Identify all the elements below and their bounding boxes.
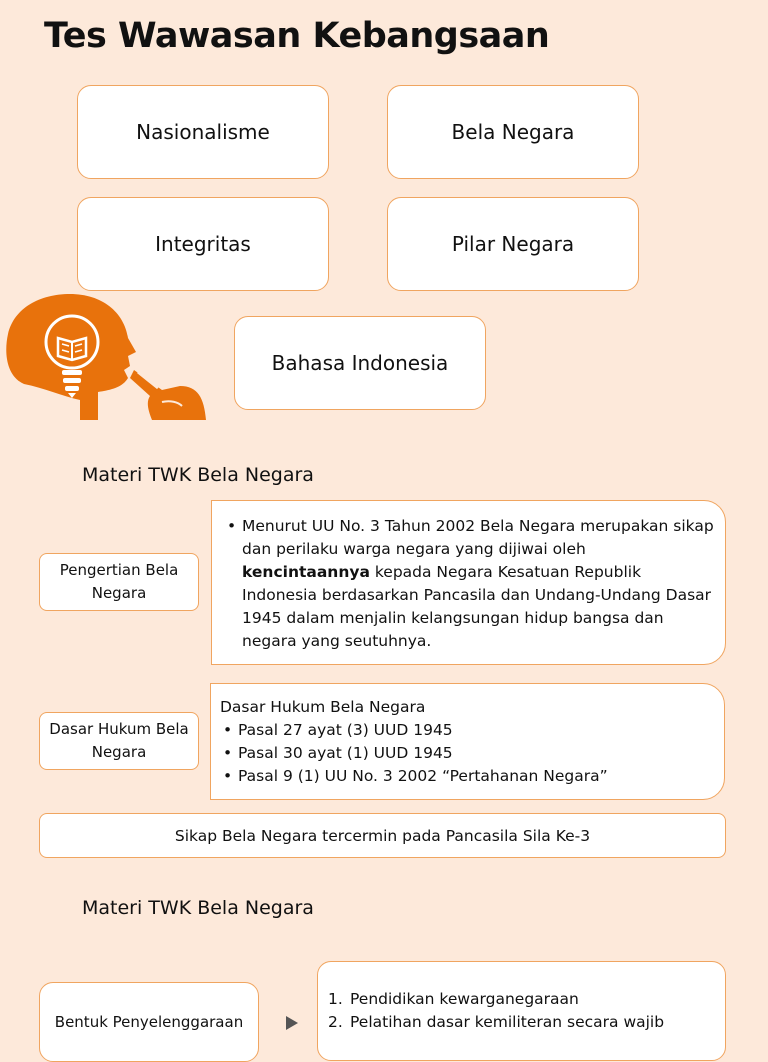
pengertian-text-after: kepada Negara Kesatuan Republik Indonesia berdasarkan Pancasila dan Undang-Undang Dasar 1945 dalam menjalin kelangsungan hidup bangsa dan negara yang seutuhnya. — [242, 563, 712, 650]
dasar-hukum-item: • Pasal 27 ayat (3) UUD 1945 — [220, 719, 714, 742]
pengertian-text — [224, 515, 715, 653]
page-title: Tes Wawasan Kebangsaan — [44, 16, 550, 56]
bentuk-box — [317, 961, 726, 1061]
section-title-1: Materi TWK Bela Negara — [82, 464, 314, 486]
topic-nasionalisme: Nasionalisme — [77, 85, 329, 179]
label-pengertian: Pengertian Bela Negara — [39, 553, 199, 611]
topic-pilar-negara: Pilar Negara — [387, 197, 639, 291]
bentuk-item — [318, 1011, 715, 1034]
dasar-hukum-item: • Pasal 9 (1) UU No. 3 2002 “Pertahanan Negara” — [220, 765, 714, 788]
bentuk-item-text: Pelatihan dasar kemiliteran secara wajib — [350, 1013, 665, 1031]
dasar-hukum-box — [210, 683, 725, 800]
sikap-box: Sikap Bela Negara tercermin pada Pancasila Sila Ke-3 — [39, 813, 726, 858]
topic-bahasa-indonesia: Bahasa Indonesia — [234, 316, 486, 410]
bentuk-item-number: 1. — [328, 990, 343, 1008]
label-bentuk: Bentuk Penyelenggaraan — [39, 982, 259, 1062]
topic-integritas: Integritas — [77, 197, 329, 291]
section-title-2: Materi TWK Bela Negara — [82, 897, 314, 919]
bentuk-item — [318, 988, 715, 1011]
bentuk-item-text: Pendidikan kewarganegaraan — [350, 990, 579, 1008]
pengertian-text-bold: kencintaannya — [242, 563, 370, 581]
dasar-hukum-heading: Dasar Hukum Bela Negara — [220, 698, 426, 716]
triangle-right-icon — [286, 1016, 298, 1030]
dasar-hukum-item: • Pasal 30 ayat (1) UUD 1945 — [220, 742, 714, 765]
topic-bela-negara: Bela Negara — [387, 85, 639, 179]
bentuk-item-number: 2. — [328, 1013, 343, 1031]
pengertian-text-before: Menurut UU No. 3 Tahun 2002 Bela Negara merupakan sikap dan perilaku warga negara yang dijiwai oleh — [242, 517, 714, 558]
label-dasar-hukum: Dasar Hukum Bela Negara — [39, 712, 199, 770]
thinking-head-lightbulb-book-icon — [2, 292, 210, 424]
pengertian-box — [211, 500, 726, 665]
